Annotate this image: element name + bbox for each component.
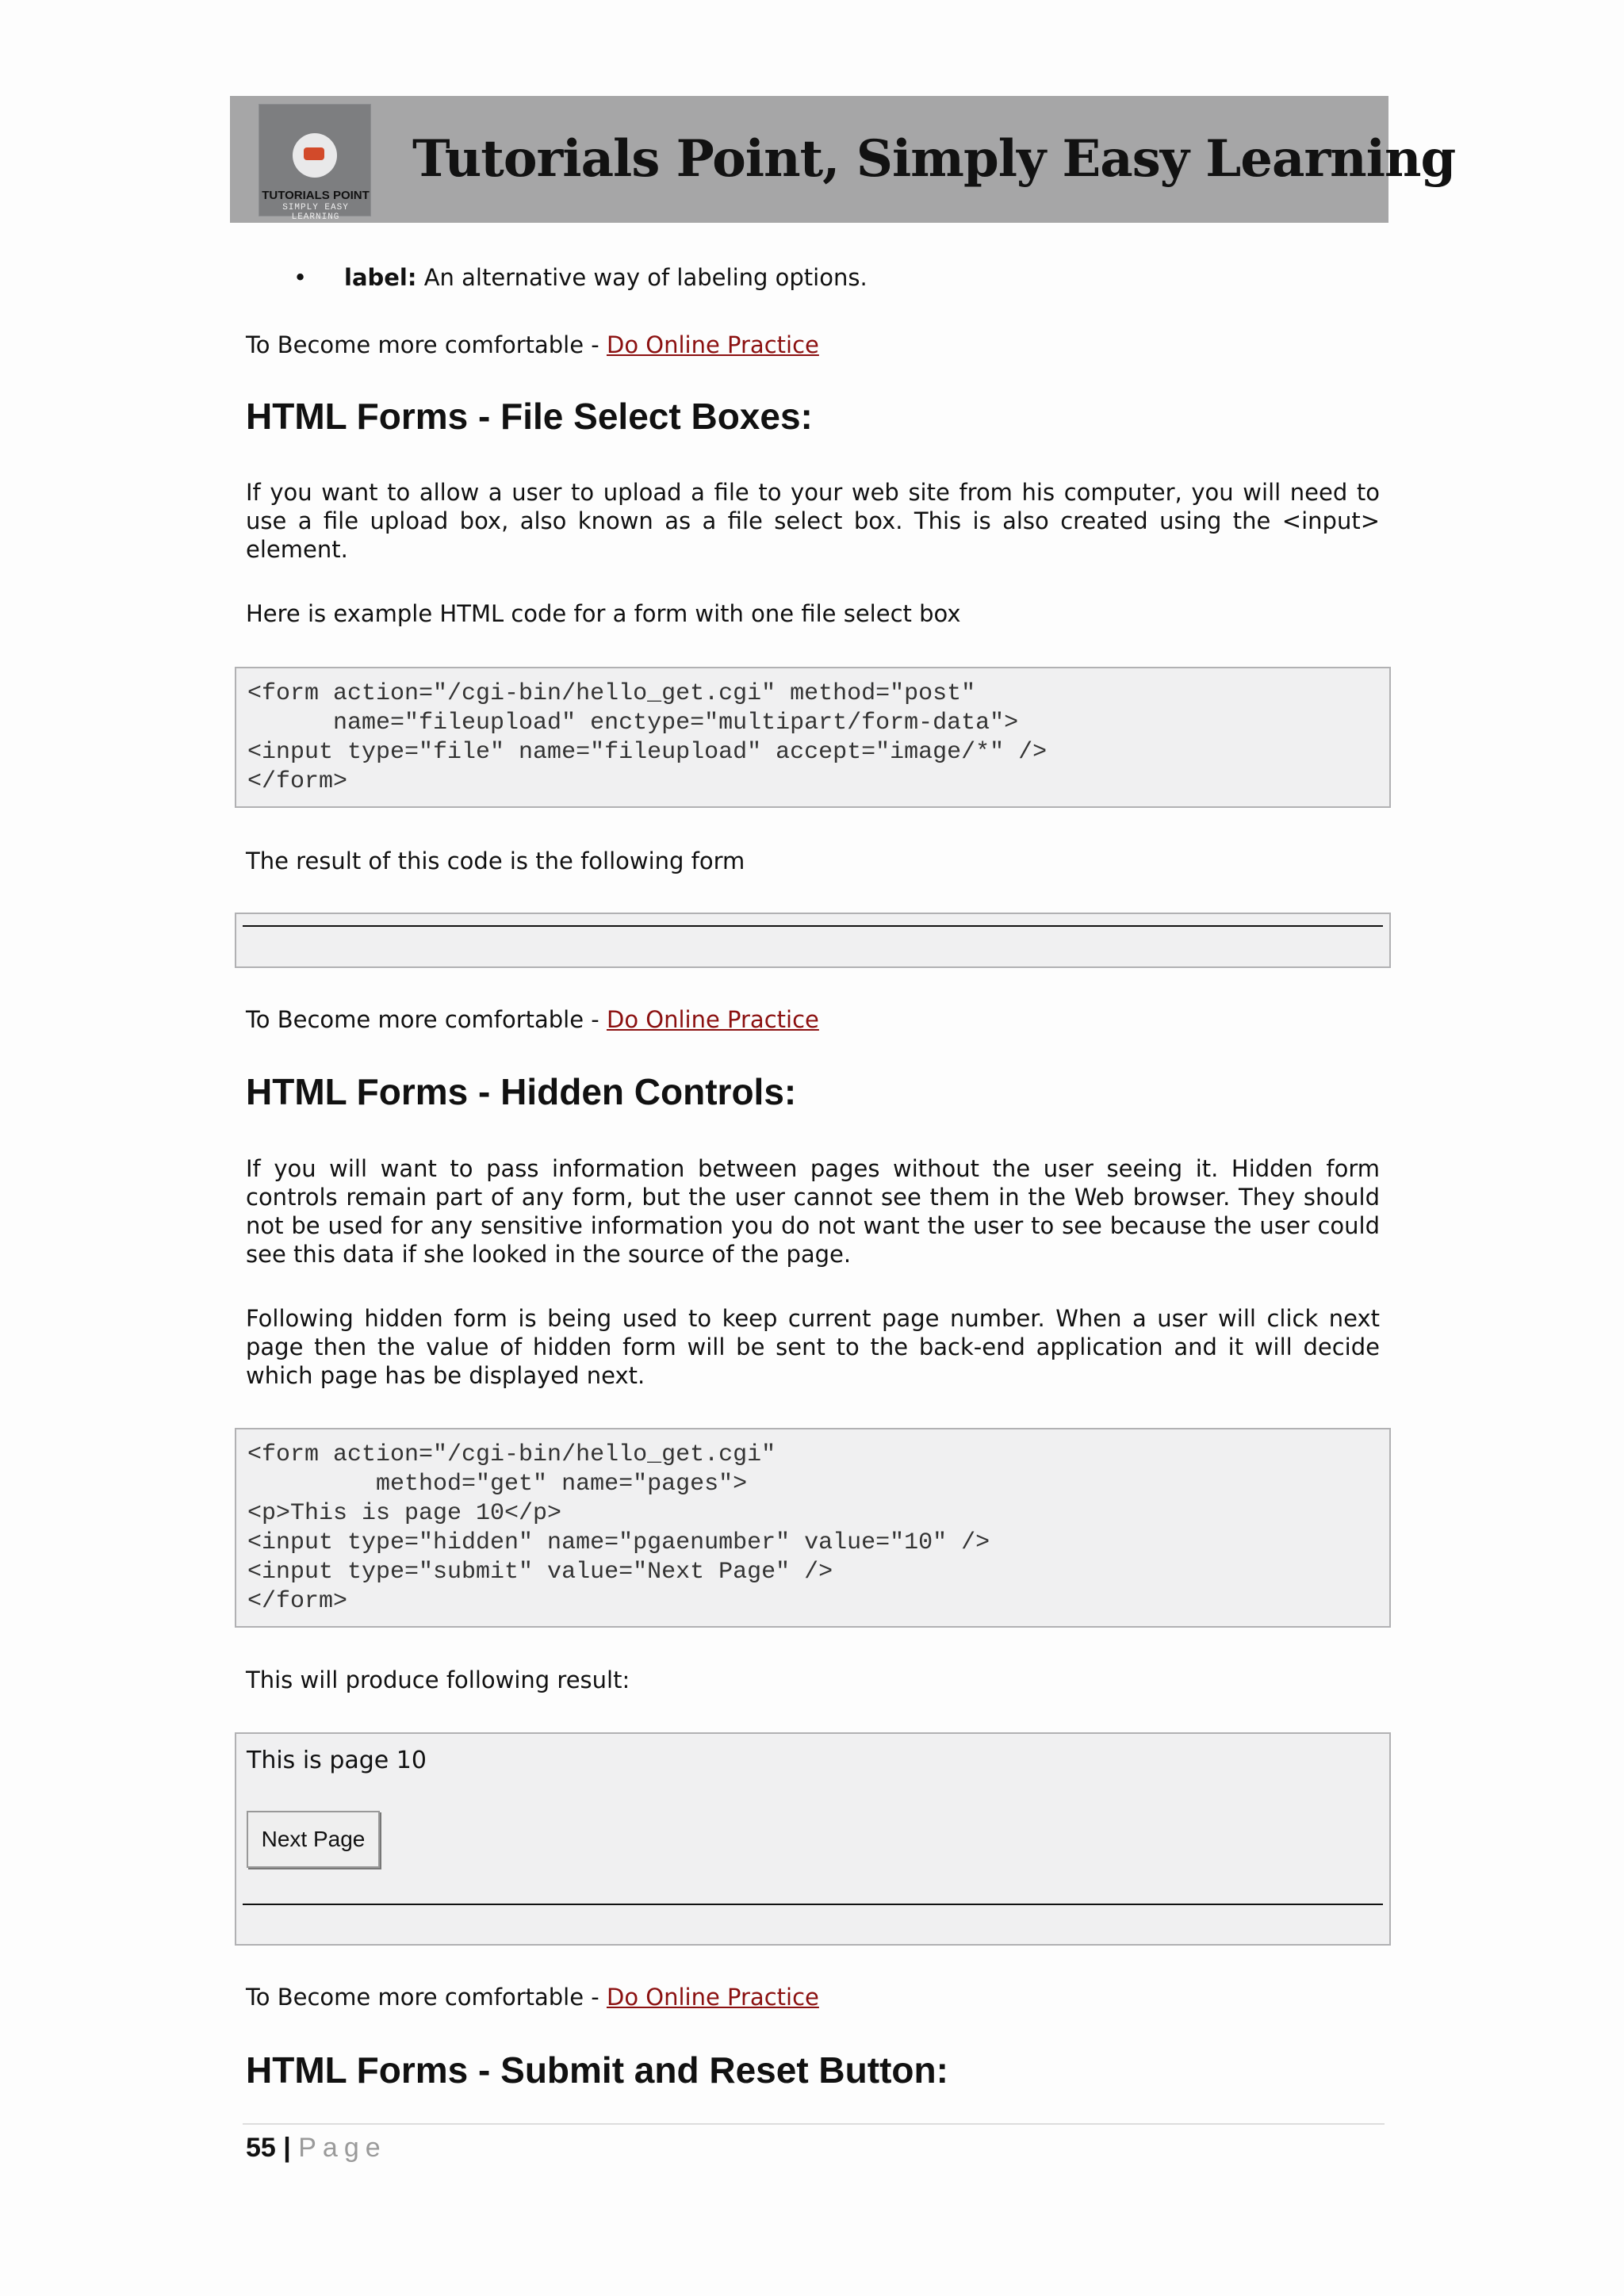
horizontal-rule — [243, 1904, 1383, 1905]
logo-text: TUTORIALS POINT — [262, 189, 370, 202]
online-practice-link[interactable]: Do Online Practice — [606, 1006, 819, 1033]
online-practice-link[interactable]: Do Online Practice — [606, 1984, 819, 2011]
code-block-hidden-controls: <form action="/cgi-bin/hello_get.cgi" method="get" name="pages"> <p>This is page 10</p> <input type="hidden" name="pgaenumber" value="10" /> <input type="submit" value="Next Page" /> </form> — [235, 1428, 1391, 1628]
file-select-example-intro: Here is example HTML code for a form with one file select box — [246, 600, 961, 627]
horizontal-rule — [243, 925, 1383, 927]
code-block-file-select: <form action="/cgi-bin/hello_get.cgi" method="post" name="fileupload" enctype="multipart/form-data"> <input type="file" name="fileupload" accept="image/*" /> </form> — [235, 667, 1391, 808]
practice-line — [246, 1983, 1380, 2011]
bullet-description: An alternative way of labeling options. — [416, 264, 868, 291]
section-heading-file-select: HTML Forms - File Select Boxes: — [246, 396, 813, 437]
page-label: Page — [298, 2133, 387, 2163]
tutorials-point-logo — [259, 104, 371, 222]
footer-divider — [243, 2123, 1385, 2125]
online-practice-link[interactable]: Do Online Practice — [606, 331, 819, 358]
practice-prefix: To Become more comfortable - — [246, 1006, 607, 1033]
logo-emblem-icon — [293, 133, 337, 178]
section-heading-hidden-controls: HTML Forms - Hidden Controls: — [246, 1071, 797, 1112]
bullet-item — [344, 264, 868, 291]
hidden-controls-example-intro: Following hidden form is being used to keep current page number. When a user will click next page then the value of hidden form will be sent to the back-end application and it will decide which page has be displayed next. — [246, 1305, 1380, 1389]
header-title: Tutorials Point, Simply Easy Learning — [412, 129, 1456, 189]
page-header — [230, 96, 1456, 223]
hidden-controls-result-intro: This will produce following result: — [246, 1667, 630, 1693]
practice-line — [246, 1005, 1380, 1034]
next-page-button[interactable]: Next Page — [247, 1811, 380, 1868]
page-footer — [246, 2133, 387, 2164]
file-select-result-intro: The result of this code is the following form — [246, 848, 745, 874]
file-select-result-box — [235, 913, 1391, 968]
practice-line — [246, 331, 1380, 359]
file-select-paragraph: If you want to allow a user to upload a file to your web site from his computer, you will need to use a file upload box, also known as a file select box. This is also created using the <input> element. — [246, 479, 1380, 563]
bullet-icon: • — [293, 264, 308, 291]
practice-prefix: To Become more comfortable - — [246, 1984, 607, 2011]
result-page-text: This is page 10 — [247, 1747, 427, 1774]
hidden-controls-result-box — [235, 1732, 1391, 1946]
bullet-term: label: — [344, 264, 417, 291]
logo-tagline: SIMPLY EASY LEARNING — [282, 203, 349, 222]
section-heading-submit-reset: HTML Forms - Submit and Reset Button: — [246, 2049, 948, 2091]
footer-separator: | — [275, 2133, 299, 2163]
hidden-controls-paragraph: If you will want to pass information between pages without the user seeing it. Hidden form controls remain part of any form, but the user cannot see them in the Web browser. They should not be used for any sensitive information you do not want the user to see because the user could see this data if she looked in the source of the page. — [246, 1155, 1380, 1268]
page-number: 55 — [246, 2133, 276, 2163]
practice-prefix: To Become more comfortable - — [246, 331, 607, 358]
